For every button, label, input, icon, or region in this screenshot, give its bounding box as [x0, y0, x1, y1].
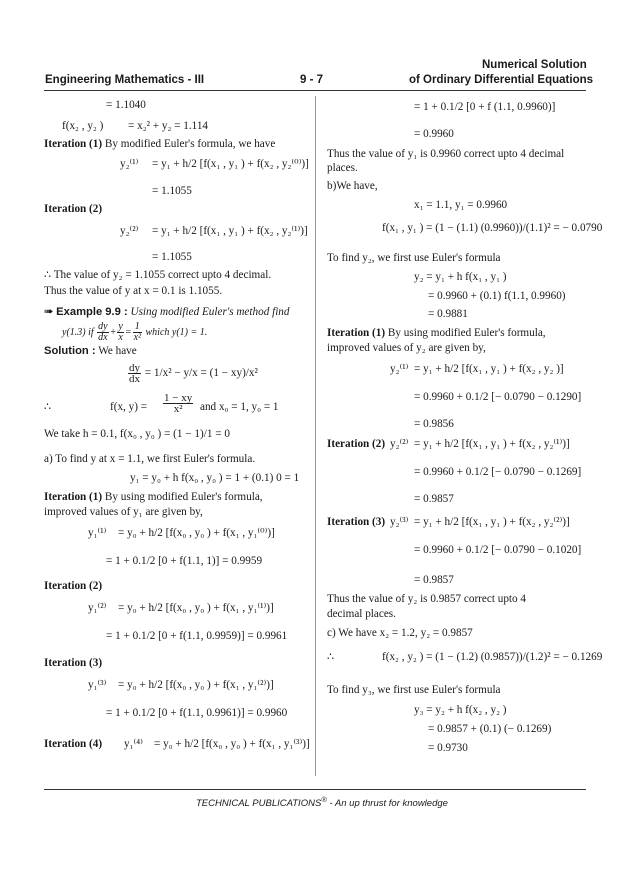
left-y21-rhs: = y₁ + h/2 [f(x₁ , y₁ ) + f(x₂ , y₂⁽⁰⁾)] — [152, 158, 309, 170]
left-iteration1b-text2: improved values of y₁ are given by, — [44, 506, 203, 518]
footer-registered-mark: ® — [321, 794, 327, 804]
example-text-2a: y(1.3) if — [62, 326, 94, 338]
left-iteration1b-text: By using modified Euler's formula, — [104, 491, 263, 503]
left-f-x2y2-rhs: = x₂² + y₂ = 1.114 — [128, 120, 209, 132]
example-yx-fraction: $\frac{y}{x}$ — [118, 321, 123, 343]
dydx-equation: = 1/x² − y/x = (1 − xy)/x² — [144, 367, 258, 380]
left-conclusion-2: Thus the value of y at x = 0.1 is 1.1055. — [44, 285, 223, 297]
fxy-tail: and x₀ = 1, y₀ = 1 — [200, 401, 279, 413]
left-f-x2y2-lhs: f(x₂ , y₂ ) — [62, 120, 104, 132]
left-iteration2b-label: Iteration (2) — [44, 580, 103, 592]
y14-rhs: = y₀ + h/2 [f(x₀ , y₀ ) + f(x₁ , y₁⁽³⁾)] — [154, 738, 310, 750]
find-y2-text: To find y₂, we first use Euler's formula — [327, 252, 501, 264]
x1-y1-values: x₁ = 1.1, y₁ = 0.9960 — [414, 199, 508, 211]
right-conclusion-y2-cont: decimal places. — [327, 608, 396, 620]
y13-rhs: = y₀ + h/2 [f(x₀ , y₀ ) + f(x₁ , y₁⁽²⁾)] — [118, 679, 274, 691]
right-conclusion-y1-cont: places. — [327, 162, 358, 174]
left-y22-value: = 1.1055 — [152, 251, 192, 263]
right-y22-value: = 0.9857 — [414, 493, 454, 505]
solution-text: We have — [98, 345, 137, 357]
f-x1y1-equation: f(x₁ , y₁ ) = (1 − (1.1) (0.9960))/(1.1)² = − 0.0790 — [382, 222, 603, 234]
right-y23-rhs: = y₁ + h/2 [f(x₁ , y₁ ) + f(x₂ , y₂⁽²⁾)] — [414, 516, 570, 528]
left-therefore: ∴ — [44, 401, 52, 413]
left-y22-rhs: = y₁ + h/2 [f(x₁ , y₁ ) + f(x₂ , y₂⁽¹⁾)] — [152, 225, 308, 237]
y3-euler-eq3: = 0.9730 — [428, 742, 468, 754]
example-text-2b: which y(1) = 1. — [145, 326, 208, 338]
right-iteration2-label: Iteration (2) — [327, 438, 386, 450]
example-1x2-fraction: $\frac{1}{\text{x²}}$ — [133, 321, 141, 343]
y2-euler-eq: y₂ = y₁ + h f(x₁ , y₁ ) — [414, 271, 507, 283]
left-iteration1b-label: Iteration (1) — [44, 491, 103, 503]
left-iteration2-label: Iteration (2) — [44, 203, 103, 215]
right-iteration1-label: Iteration (1) — [327, 327, 386, 339]
y2-euler-eq2: = 0.9960 + (0.1) f(1.1, 0.9960) — [428, 290, 566, 302]
y2-euler-eq3: = 0.9881 — [428, 308, 468, 320]
part-b-text: b)We have, — [327, 180, 378, 192]
fxy-fraction: $\frac{1 - xy}{\text{x²}}$ — [164, 392, 193, 415]
y12-lhs: y₁⁽²⁾ — [88, 602, 107, 614]
solution-label: Solution : — [44, 345, 96, 357]
f-x2y2-equation: f(x₂ , y₂ ) = (1 − (1.2) (0.9857))/(1.2)² = − 0.1269 — [382, 651, 603, 663]
left-iteration1-text: By modified Euler's formula, we have — [104, 138, 276, 150]
header-right-line1: Numerical Solution — [482, 59, 587, 71]
dydx-fraction: $\frac{dy}{dx}$ — [129, 362, 140, 385]
footer-rule — [44, 789, 586, 790]
right-y23-mid: = 0.9960 + 0.1/2 [− 0.0790 − 0.1020] — [414, 544, 582, 556]
right-iteration1-text: By using modified Euler's formula, — [387, 327, 546, 339]
footer-publisher: TECHNICAL PUBLICATIONS — [196, 798, 322, 809]
example-label: Example 9.9 : — [56, 306, 128, 318]
header-rule — [44, 90, 586, 91]
right-iteration3-label: Iteration (3) — [327, 516, 386, 528]
right-y21-lhs: y₂⁽¹⁾ — [390, 363, 409, 375]
right-y23-value: = 0.9857 — [414, 574, 454, 586]
right-y22-rhs: = y₁ + h/2 [f(x₁ , y₁ ) + f(x₂ , y₂⁽¹⁾)] — [414, 438, 570, 450]
y1-euler-equation: y₁ = y₀ + h f(x₀ , y₀ ) = 1 + (0.1) 0 = 1 — [130, 472, 300, 484]
example-dydx-fraction: $\frac{dy}{dx}$ — [98, 321, 108, 343]
right-y23-lhs: y₂⁽³⁾ — [390, 516, 409, 528]
y13-value: = 1 + 0.1/2 [0 + f(1.1, 0.9961)] = 0.9960 — [106, 707, 288, 719]
header-right-line2: of Ordinary Differential Equations — [409, 74, 594, 86]
right-y21-mid: = 0.9960 + 0.1/2 [− 0.0790 − 0.1290] — [414, 391, 582, 403]
right-y21-value: = 0.9856 — [414, 418, 454, 430]
y13-lhs: y₁⁽³⁾ — [88, 679, 107, 691]
y3-euler-eq: y₃ = y₂ + h f(x₂ , y₂ ) — [414, 704, 507, 716]
right-conclusion-y2: Thus the value of y₂ is 0.9857 correct upto 4 — [327, 593, 527, 605]
left-iteration4b-label: Iteration (4) — [44, 738, 103, 750]
right-conclusion-y1: Thus the value of y₁ is 0.9960 correct upto 4 decimal — [327, 148, 565, 160]
y3-euler-eq2: = 0.9857 + (0.1) (− 0.1269) — [428, 723, 552, 735]
right-y22-mid: = 0.9960 + 0.1/2 [− 0.0790 − 0.1269] — [414, 466, 582, 478]
left-y21-value: = 1.1055 — [152, 185, 192, 197]
fxy-lhs: f(x, y) = — [110, 401, 148, 413]
y12-rhs: = y₀ + h/2 [f(x₀ , y₀ ) + f(x₁ , y₁⁽¹⁾)] — [118, 602, 274, 614]
part-c-text: c) We have x₂ = 1.2, y₂ = 0.9857 — [327, 627, 473, 639]
take-h-text: We take h = 0.1, f(x₀ , y₀ ) = (1 − 1)/1 = 0 — [44, 428, 230, 440]
y14-lhs: y₁⁽⁴⁾ — [124, 738, 143, 750]
right-iteration1-text2: improved values of y₂ are given by, — [327, 342, 486, 354]
y12-value: = 1 + 0.1/2 [0 + f(1.1, 0.9959)] = 0.9961 — [106, 630, 288, 642]
right-y21-rhs: = y₁ + h/2 [f(x₁ , y₁ ) + f(x₂ , y₂ )] — [414, 363, 564, 375]
right-line-2: = 0.9960 — [414, 128, 454, 140]
left-y21-lhs: y₂⁽¹⁾ — [120, 158, 139, 170]
left-y22-lhs: y₂⁽²⁾ — [120, 225, 139, 237]
left-line-1: = 1.1040 — [106, 99, 146, 111]
footer-text — [196, 794, 448, 809]
header-left: Engineering Mathematics - III — [45, 74, 205, 86]
column-divider — [315, 96, 316, 776]
right-line-1: = 1 + 0.1/2 [0 + f (1.1, 0.9960)] — [414, 101, 556, 113]
left-conclusion-1: ∴ The value of y₂ = 1.1055 correct upto 4 decimal. — [44, 269, 272, 281]
example-arrow-icon: ➠ — [44, 306, 54, 318]
find-y3-text: To find y₃, we first use Euler's formula — [327, 684, 501, 696]
y11-rhs: = y₀ + h/2 [f(x₀ , y₀ ) + f(x₁ , y₁⁽⁰⁾)] — [118, 527, 275, 539]
example-text-1: Using modified Euler's method find — [130, 306, 290, 318]
left-iteration3b-label: Iteration (3) — [44, 657, 103, 669]
header-page-number: 9 - 7 — [300, 74, 324, 86]
y11-value: = 1 + 0.1/2 [0 + f(1.1, 1)] = 0.9959 — [106, 555, 263, 567]
right-therefore: ∴ — [327, 651, 335, 663]
part-a-text: a) To find y at x = 1.1, we first Euler's formula. — [44, 453, 256, 465]
y11-lhs: y₁⁽¹⁾ — [88, 527, 107, 539]
left-iteration1-label: Iteration (1) — [44, 138, 103, 150]
right-y22-lhs: y₂⁽²⁾ — [390, 438, 409, 450]
footer-tagline: - An up thrust for knowledge — [326, 798, 448, 809]
